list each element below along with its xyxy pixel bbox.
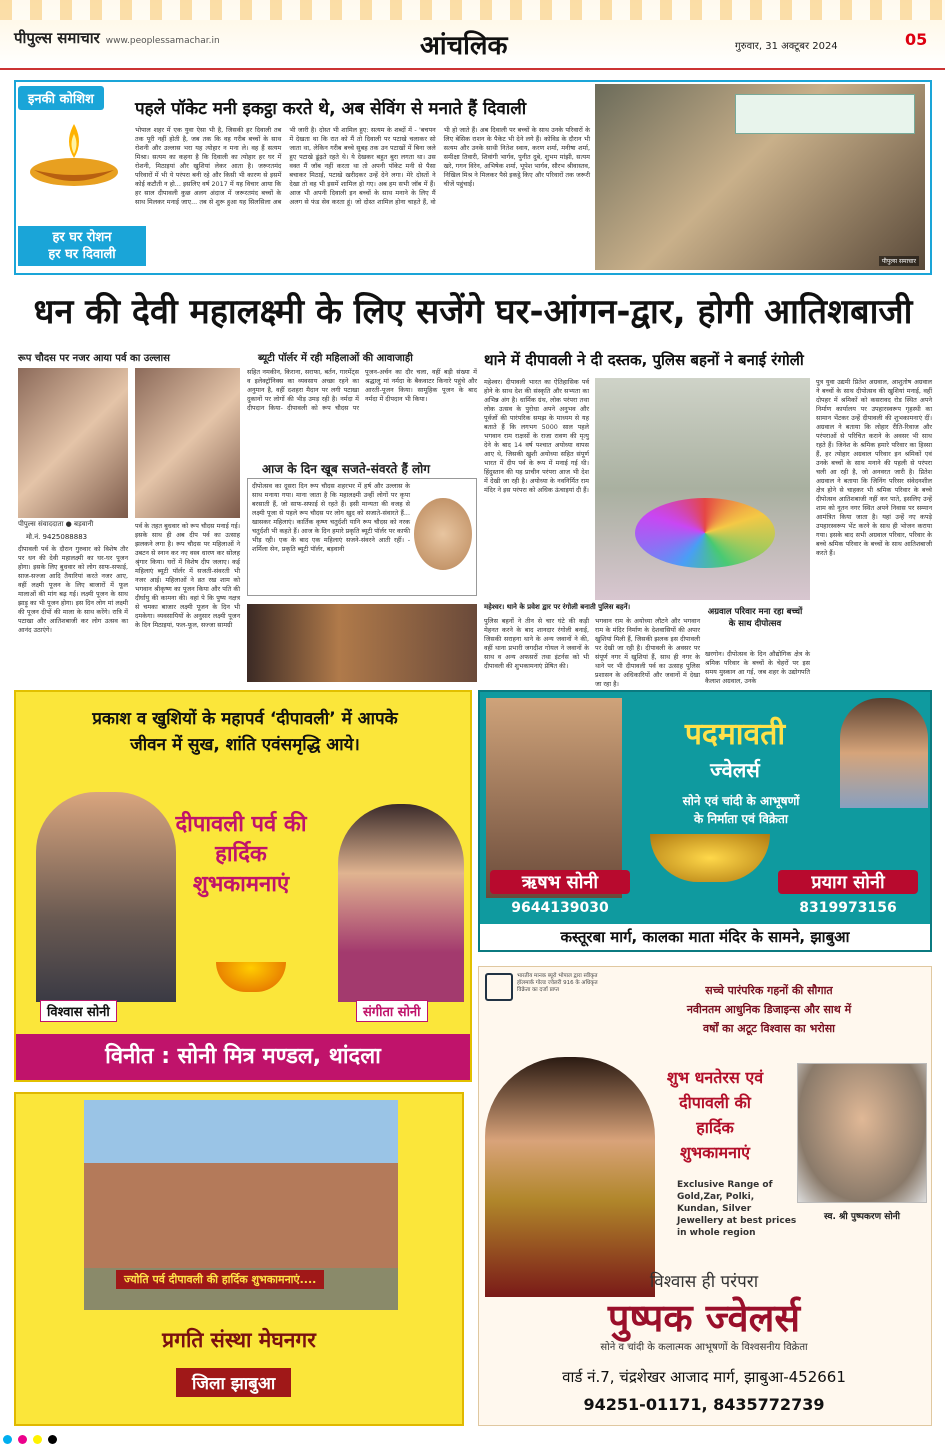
section-title: आंचलिक [420, 31, 508, 61]
story-body: पुलिस बहनों ने तीन से चार घंटे की कड़ी मेहनत करने के बाद शानदार रंगोली बनाई, जिसकी सराहना थाने के अन्य जवानों ने की, वहीं थाना प्रभारी जगदीश गोयल ने जवानों के साथ व अन्य अफसरों तथा इंटर्नस को भी दीपावली की शुभकामनाएं प्रेषित की। [484, 617, 589, 670]
story-body: भगवान राम के अयोध्या लौटने और भगवान राम के मंदिर निर्माण के देशवासियों की अपार खुशियां मिली हैं, जिसकी झलक इस दीपावली पर देखी जा रही है। दीपावली के अवसर पर संपूर्ण नगर में खुशियां हैं, साथ ही नगर के थाने पर भी दीपावली पर्व का उत्साह पुलिस प्रशासन के अधिकारियों और जवानों में देखा जा रहा है। [595, 617, 700, 688]
ad-tagline: विश्वास ही परंपरा [649, 1272, 759, 1292]
diya-icon [24, 120, 124, 190]
model-photo [485, 1057, 655, 1297]
story-body: भोपाल शहर में एक युवा ऐसा भी है, जिसकी हर दिवाली तब तक पूरी नहीं होती है, जब तक कि वह गरीब बच्चों के साथ रोशनी और उल्लास भरा यह त्योहार न मना ले। वह हैं सत्यम मिश्रा। सत्यम का कहना है कि दिवाली का त्योहार हर घर में रोशनी, मिठाइयां और खुशियां लेकर आता है। जरूरतमंद परिवारों में भी ये परंपरा बनी रहे और किसी भी कारण से इसमें कोई कटौती न हो... इसलिए वर्ष 2017 में यह विचार आया कि हर साल दीपावली कुछ अलग अंदाज में जरूरतमंद बच्चों के साथ मिलकर मनाई जाए... तब से शुरू हुआ यह सिलसिला अब भी जारी है। दोस्त भी शामिल हुए: सत्यम के शब्दों में - 'बचपन में देखता था कि रात को मैं तो दिवाली पर पटाखे चलाकर सो जाता था, लेकिन गरीब बच्चे सुबह तक उन पटाखों में बिना जले हुए पटाखे ढूंढ़ते रहते थे। ये देखकर बहुत बुरा लगता था। उस वक्त मैं जॉब नहीं करता था तो अपनी पॉकेट मनी से पैसा बचाकर मिठाई, पटाखे खरीदकर उन्हें देने लगा। मेरे दोस्तों ने देखा तो वह भी इसमें शामिल हो गए। अब हम सभी जॉब में हैं। आज भी अपनी दिवाली इन बच्चों के साथ मनाने के लिए मैं अलग से फंड सेव करता हूं। जो दोस्त शामिल होना चाहते हैं, वो भी हो जाते हैं। अब दिवाली पर बच्चों के साथ उनके परिवारों के लिए बेसिक राशन के पैकेट भी देने लगे हैं। कोविड के दौरान भी सत्यम और उनके साथी नितेश स्वाय, करण शर्मा, मनीषा शर्मा, समीक्षा तिवारी, शिवांगी भार्गव, पुनीत दुबे, शुभम मांझी, सत्यम खरे, गगन विरेन, अभिषेक शर्मा, भूपेश भार्गव, सौरभ श्रीवास्तव, निखिल मिश्र ने मिलकर पैसे इकट्ठे किए और परिवारों तक जरूरी चीजें पहुंचाईं। [135, 126, 590, 206]
contact-name: प्रयाग सोनी [778, 870, 918, 894]
ad-brand: पदमावती [684, 717, 786, 752]
advertisement-soni-mitra-mandal [14, 690, 472, 1082]
advertisement-pragati-sanstha [14, 1092, 464, 1426]
ad-footer: विनीत : सोनी मित्र मण्डल, थांदला [16, 1034, 470, 1080]
ad-greeting: प्रकाश व खुशियों के महापर्व ‘दीपावली’ में आपके जीवन में सुख, शांति एवंसमृद्धि आये। [92, 709, 398, 755]
rangoli-pattern [635, 498, 775, 568]
organization-name: प्रगति संस्था मेघनगर [162, 1328, 316, 1352]
story-body: दीपावली पर्व के दौरान गुरुवार को विशेष तौर पर धन की देवी महालक्ष्मी का घर-घर पूजन होगा। इसके लिए बुधवार को लोग साफ-सफाई, साज-सज्जा आदि तैयारियां करते नजर आए, वहीं लक्ष्मी पूजन के लिए बाजारों में फूल मालाओं की मांग बढ़ गई। लक्ष्मी पूजन के साथ झाड़ू का भी पूजन होगा। इस दिन लोग मां लक्ष्मी की पूजन दीपों की माला के साथ करेंगे। रात्रि में पटाखा और आतिशबाजी कर लोग उत्सव का आनंद उठाएंगे। [18, 545, 128, 634]
main-headline: धन की देवी महालक्ष्मी के लिए सजेंगे घर-आंगन-द्वार, होगी आतिशबाजी [33, 292, 913, 332]
district-name: जिला झाबुआ [176, 1368, 291, 1397]
site-url[interactable]: www.peoplessamachar.in [105, 36, 220, 46]
ad-brand-sub: ज्वेलर्स [710, 758, 760, 782]
ad-brand: पुष्पक ज्वेलर्स [607, 1296, 801, 1340]
contact-phone[interactable]: 9644139030 [511, 900, 609, 916]
issue-date: गुरुवार, 31 अक्टूबर 2024 [735, 41, 838, 52]
story-body: महेश्वर। दीपावली भारत का ऐतिहासिक पर्व होने के साथ देश की संस्कृति और सभ्यता का अभिन्न अंग है। धार्मिक ग्रंथ, लोक परंपरा तथा लोक उत्सव के पुरोधा अपने अनुभव और पूर्वजों की पारंपरिक समझ के माध्यम से यह बताते हैं कि लगभग 5000 साल पहले भगवान राम राक्षसों के राजा रावण की मृत्यु देने के बाद 14 वर्ष पश्चात अयोध्या वापस आए थे, जिसकी खुशी अयोध्या सहित संपूर्ण भारत में दीप पर्व के रूप में मनाई गई थी। हिंदुस्तान की यह प्राचीन परंपरा आज भी देश में देखी जा रही है। अयोध्या के नवनिर्मित राम मंदिर ने इस परंपरा को अधिक ऊंचाइयां दी हैं। [484, 378, 589, 494]
agrawal-subheadline: अग्रवाल परिवार मना रहा बच्चों के साथ दीपोत्सव [707, 607, 803, 629]
subheading-roop-chaudas: रूप चौदस पर नजर आया पर्व का उल्लास [18, 353, 170, 364]
story-body: पुत्र युवा उद्यमी प्रितेश अग्रवाल, आशुतोष अग्रवाल ने बच्चों के साथ दीपोत्सव की खुशियां मनाई, वहीं दोपहर में श्रमिकों को कसरावद रोड स्थित अपने निर्माण कार्यालय पर उपहारस्वरूप गृहस्थी का सामान भेंटकर उन्हें दीपावली की शुभकामनाएं दीं। अग्रवाल ने बताया कि लोहार रीति-रिवाज और परंपराओं से परिचित कराने के अवसर भी साथ रहते हैं। जिनेश के श्रमिक हमारे परिवार का हिस्सा हैं, हर त्योहार अग्रवाल परिवार इन श्रमिकों एवं उनके बच्चों के साथ मनाने की पहली से परंपरा चली आ रही है, जो अनवरत जारी है। प्रितेश अग्रवाल ने बताया कि जिनिंग परिसर संवेदनशील क्षेत्र होने से चाहकर भी श्रमिक परिवार के बच्चे दीपोत्सव आतिशबाजी नहीं कर पाते, इसलिए उन्हें शाम को नूतन नगर स्थित अपने निवास पर सम्मान आमंत्रित किया जाता है। यहां उन्हें नए कपड़े उपहारस्वरूप भेंट करने के साथ ही भोजन कराया गया। इसके बाद सभी अग्रवाल परिवार, परिवार के बच्चे श्रमिक परिवार के बच्चों के साथ आतिशबाजी करते हैं। [816, 378, 932, 557]
ad-caption: ज्योति पर्व दीपावली की हार्दिक शुभकामनाएं.... [116, 1270, 324, 1289]
person-photo [840, 698, 928, 808]
newspaper-logo: पीपुल्स समाचार www.peoplessamachar.in [14, 29, 220, 47]
ad-wish: शुभ धनतेरस एवं दीपावली की हार्दिक शुभकामनाएं [666, 1068, 764, 1162]
advertisement-padmavati-jewellers [478, 690, 932, 952]
story-headline: पहले पॉकेट मनी इकट्ठा करते थे, अब सेविंग से मनाते हैं दिवाली [135, 99, 527, 119]
ad-address: कस्तूरबा मार्ग, कालका माता मंदिर के सामने, झाबुआ [480, 924, 930, 950]
person-photo [338, 804, 464, 1002]
photo-caption: महेश्वर। थाने के प्रवेश द्वार पर रंगोली बनाती पुलिस बहनें। [484, 603, 631, 611]
person-name: विश्वास सोनी [40, 1000, 117, 1022]
ad-tagline: सोने व चांदी के कलात्मक आभूषणों के विश्वसनीय विक्रेता [600, 1342, 808, 1353]
contact-name: ऋषभ सोनी [490, 870, 630, 894]
police-rangoli-headline: थाने में दीपावली ने दी दस्तक, पुलिस बहनों ने बनाई रंगोली [484, 351, 804, 369]
portrait-photo [797, 1063, 927, 1203]
lamp-icon [216, 962, 286, 992]
beauty-parlour-photo [18, 368, 128, 518]
diya-border-decoration [0, 0, 945, 20]
story-body: सहित नमकीन, किराना, सराफा, बर्तन, गारमेंट्स व इलेक्ट्रॉनिक्स का व्यवसाय अच्छा रहने का अनुमान है, वहीं दशहरा मैदान पर लगी पटाखा दुकानों पर लोगों की भीड़ उमड़ रही है। नर्मदा में दीपदान किया- दीपावली को रूप चौदस पर पूजन-अर्चन का दौर चला, वहीं बड़ी संख्या में श्रद्धालु मां नर्मदा के बैकवाटर किनारे पहुंचे और आरती-पूजन किया। सामूहिक पूजन के बाद नर्मदा में दीपदान भी किया। [247, 368, 477, 412]
photo-credit: पीपुल्स समाचार [879, 256, 919, 266]
reporter-mobile: मो.नं. 9425088883 [26, 533, 88, 541]
children-fireworks-photo [595, 84, 925, 270]
ad-address: वार्ड नं.7, चंद्रशेखर आजाद मार्ग, झाबुआ-452661 [562, 1368, 846, 1386]
portrait-name: स्व. श्री पुष्पकरण सोनी [824, 1212, 900, 1222]
story-label: इनकी कोशिश [18, 86, 104, 110]
ad-promo: सच्चे पारंपरिक गहनों की सौगात नवीनतम आधुनिक डिजाइन्स और साथ में वर्षों का अटूट विश्वास का भरोसा [686, 984, 852, 1035]
hallmark-text: भारतीय मानक ब्यूरो भोपाल द्वारा स्वीकृत हॉलमार्क गोल्ड ज्वेलरी 916 के अधिकृत विक्रेता का दर्जा प्राप्त [517, 973, 598, 993]
event-banner [735, 94, 915, 134]
story-body: खरगोन। दीपोत्सव के दिन औद्योगिक क्षेत्र के श्रमिक परिवार के बच्चों के चेहरों पर इस समय मुस्कान आ गई, जब शहर के उद्योगपति कैलाश अग्रवाल, उनके [705, 650, 810, 685]
story-slogan: हर घर रोशन हर घर दिवाली [18, 226, 146, 266]
print-registration-marks [0, 1430, 945, 1442]
ad-english-text: Exclusive Range of Gold,Zar, Polki, Kundan, Silver Jewellery at best prices in whole region [677, 1180, 797, 1238]
person-name: संगीता सोनी [356, 1000, 428, 1022]
necklace-image [650, 834, 770, 882]
narmada-deepdaan-photo [247, 604, 477, 682]
portrait-photo [414, 498, 472, 570]
ad-wish: दीपावली पर्व की हार्दिक शुभकामनाएं [175, 812, 307, 897]
story-body: पर्व के तहत बुधवार को रूप चौदस मनाई गई। इसके साथ ही अब दीप पर्व का उत्साह झलकने लगा है। रूप चौदस पर महिलाओं ने उबटन से स्नान कर नए वस्त्र धारण कर सोलह श्रृंगार किया। घरों में विशेष दीप जलाए। कई महिलाएं ब्यूटी पॉर्लर में सजती-संवरती भी नजर आई। महिलाओं ने व्रत रख शाम को भगवान श्रीकृष्ण का पूजन किया और पति की दीर्घायु की कामना की। वहां पे कि पुष्य नक्षत्र से चमका बाजार लक्ष्मी पूजन के दिन भी दमकेगा। व्यवसायियों के अनुसार लक्ष्मी पूजन के दिन मिठाइयां, फल-फूल, सज्जा सामग्री [135, 522, 240, 629]
makeup-photo [135, 368, 240, 518]
reporter-credit: पीपुल्स संवाददाता ● बड़वानी [18, 520, 94, 528]
ad-description: सोने एवं चांदी के आभूषणों के निर्माता एवं विक्रेता [682, 794, 800, 826]
advertisement-pushpak-jewellers [478, 966, 932, 1426]
page-number: 05 [905, 30, 928, 49]
contact-phone[interactable]: 94251-01171, 8435772739 [583, 1395, 825, 1414]
bis-hallmark-icon [485, 973, 513, 1001]
subheading-beauty-parlour: ब्यूटी पॉर्लर में रही महिलाओं की आवाजाही [258, 353, 413, 364]
rangoli-photo [595, 378, 810, 600]
showroom-photo [486, 698, 622, 898]
quote-text: दीपोत्सव का दूसरा दिन रूप चौदस शहरभर में हर्ष और उल्लास के साथ मनाया गया। माना जाता है कि महालक्ष्मी उन्हीं लोगों पर कृपा बरसाती हैं, जो साफ-सफाई से रहते हैं। इसी मान्यता की वजह से लक्ष्मी पूजा से पहले रूप चौदस पर लोग खुद को सजाते-संवारते हैं... खासकर महिलाएं। कार्तिक कृष्ण चतुर्दशी यानि रूप चौदस को नरक चतुर्दशी भी कहते हैं। आज के दिन हमारे प्रकृति ब्यूटी पॉर्लर पर काफी भीड़ रही। एक के बाद एक महिलाएं सजने-संवरने आती रहीं। - शर्मिला सेन, प्रकृति ब्यूटी पॉर्लर, बड़वानी [252, 482, 410, 553]
contact-phone[interactable]: 8319973156 [799, 900, 897, 916]
box-heading: आज के दिन खूब सजते-संवरते हैं लोग [262, 462, 430, 476]
